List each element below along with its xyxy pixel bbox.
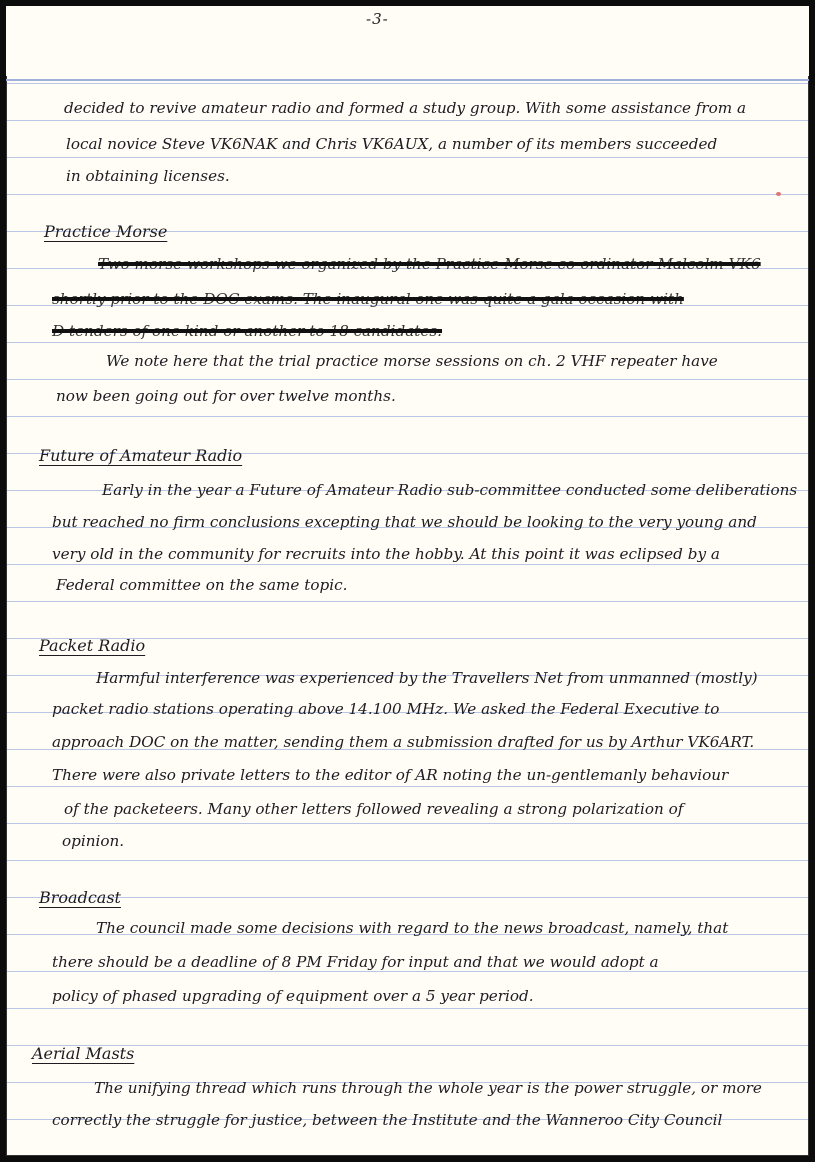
text-line [106,351,718,371]
struck-line: D tenders of one kind or another to 18 candidates. [52,322,443,340]
text-line: packet radio stations operating above 14.100 MHz. We asked the Federal Executive to [52,700,720,718]
text-line: policy of phased upgrading of equipment over a 5 year period. [52,987,534,1005]
text-line: but reached no firm conclusions excepting that we should be looking to the very young and [52,513,757,531]
section-heading-packet-radio: Packet Radio [39,636,146,655]
top-margin [6,6,809,76]
struck-line: Two morse workshops we organized by the Practice Morse co-ordinator Malcolm VK6 [98,255,761,273]
text-line: The unifying thread which runs through the whole year is the power struggle, or more [94,1079,762,1097]
text-line: opinion. [62,832,125,850]
text-line: Harmful interference was experienced by the Travellers Net from unmanned (mostly) [96,669,758,687]
text-line: Early in the year a Future of Amateur Radio sub-committee conducted some deliberations [102,481,798,499]
text-line: very old in the community for recruits into the hobby. At this point it was eclipsed by a [52,545,720,563]
page-number: -3- [366,10,389,28]
text-line: decided to revive amateur radio and formed a study group. With some assistance from a [64,99,747,117]
ink-dot [776,192,781,196]
text-line: approach DOC on the matter, sending them a submission drafted for us by Arthur VK6ART. [52,733,755,751]
text-line: there should be a deadline of 8 PM Friday for input and that we would adopt a [52,953,659,971]
section-heading-practice-morse: Practice Morse [44,222,168,241]
text-line: correctly the struggle for justice, between the Institute and the Wanneroo City Council [52,1111,723,1129]
text-line: Federal committee on the same topic. [56,576,348,594]
text-line: local novice Steve VK6NAK and Chris VK6AUX, a number of its members succeeded [66,135,718,153]
text-span: We note here that the trial practice morse sessions on ch. 2 VHF repeater have [106,352,718,370]
section-heading-broadcast: Broadcast [39,888,121,907]
section-heading-aerial-masts: Aerial Masts [32,1044,135,1063]
struck-line: shortly prior to the DOC exams. The inaugural one was quite a gala occasion with [52,290,684,308]
text-line: of the packeteers. Many other letters followed revealing a strong polarization of [64,800,684,818]
text-line: now been going out for over twelve months. [56,387,396,405]
text-line: The council made some decisions with regard to the news broadcast, namely, that [96,919,729,937]
text-line: in obtaining licenses. [66,167,230,185]
section-heading-future-of-amateur-radio: Future of Amateur Radio [39,446,243,465]
text-line: There were also private letters to the editor of AR noting the un-gentlemanly behaviour [52,766,729,784]
top-ruled-line [6,79,809,81]
